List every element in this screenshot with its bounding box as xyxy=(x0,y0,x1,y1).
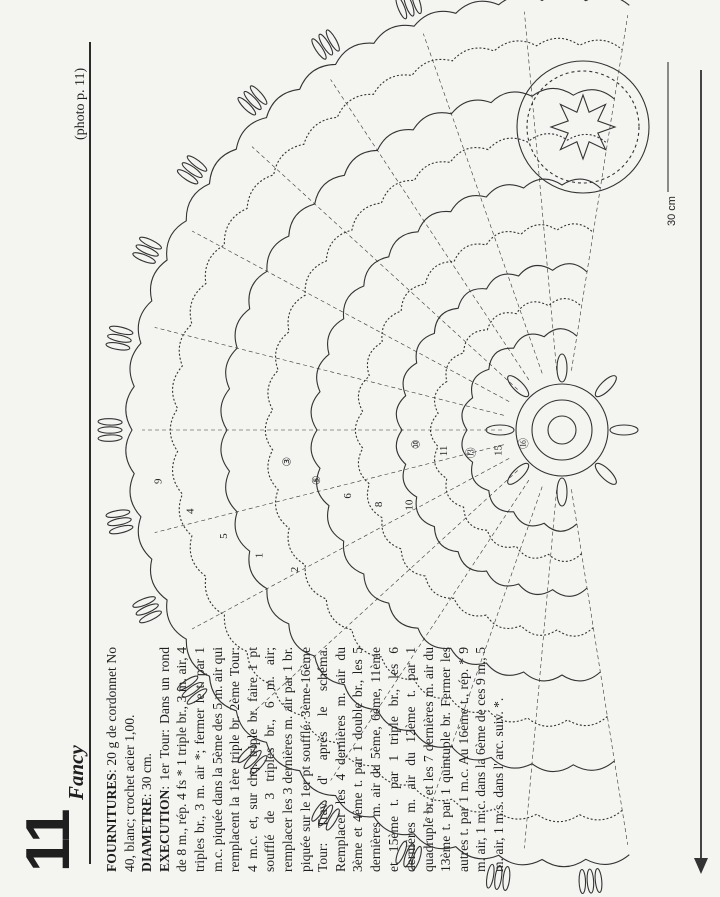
thumbnail-star xyxy=(551,95,615,159)
round-label: 10 xyxy=(403,499,416,511)
center-ring xyxy=(516,384,608,476)
fan-spoke xyxy=(423,487,542,827)
petal xyxy=(557,478,567,506)
thumbnail-inner-ring xyxy=(527,71,639,183)
round-label: 6 xyxy=(341,493,354,499)
petal xyxy=(557,354,567,382)
scallop-round xyxy=(431,299,582,562)
round-label: ⑬ xyxy=(465,447,478,459)
fan-spoke xyxy=(192,231,509,402)
diagram-labels xyxy=(153,438,530,572)
round-label: 9 xyxy=(152,478,165,484)
diametre-label: DIAMETRE xyxy=(139,797,155,872)
scallop-round xyxy=(126,0,629,867)
thumbnail-outer-ring xyxy=(517,61,649,193)
fan-spoke xyxy=(423,34,542,374)
leaf-cluster xyxy=(98,427,122,433)
fan-spoke xyxy=(252,471,518,714)
round-label: 4 xyxy=(184,508,197,514)
round-label: 2 xyxy=(288,566,301,573)
center-ring xyxy=(548,416,576,444)
fan-spoke xyxy=(152,445,504,533)
fan-spoke xyxy=(571,489,627,845)
leaf-cluster xyxy=(579,869,586,893)
round-label: ③ xyxy=(281,456,294,467)
thumbnail-doily xyxy=(517,61,668,193)
center-ring xyxy=(532,400,592,460)
leaf-cluster xyxy=(586,869,594,893)
fan-spoke xyxy=(155,327,504,415)
leaf-cluster xyxy=(98,434,122,441)
leaf-cluster xyxy=(502,866,511,891)
petal xyxy=(592,373,619,400)
fournitures-text: : 20 g de cordonnet No 40, blanc; crochet acier 1,00. xyxy=(104,647,137,872)
round-label: ⑤ xyxy=(311,475,324,486)
round-label: 1 xyxy=(253,552,266,559)
pattern-title: Fancy xyxy=(64,745,88,800)
round-label: 15 xyxy=(492,445,505,456)
photo-reference: (photo p. 11) xyxy=(73,67,88,140)
execution-label: EXECUTION xyxy=(156,789,172,872)
round-label: 5 xyxy=(218,533,231,539)
petal xyxy=(610,425,638,435)
round-label: ⑩ xyxy=(410,439,423,450)
leaf-cluster xyxy=(394,0,409,20)
petal xyxy=(505,460,532,487)
execution-text: : 1er Tour: Dans un rond de 8 m., rép. 4 fs * 1 triple br., 3 m. air, 4 triples br., 3 m. air *; fermer le t. par 1 m.c. piquée dans la 5ème des 5 m. air qui remplacent la 1ère triple br. 2ème Tour: 4 m.c. et, sur chq. triple br. faire 1 pt soufflé de 3 triples br., 6 m. air; remplacer les 3 dernières m. air par 1 br. piquée sur le 1er pt soufflé. 3ème-16ème Tour: Trav. d' après le schéma. Remplacer les 4 dernières m. air du 3ème et 4ème t. par 1 double br., les 5 dernières m. air du 5ème, 6ème, 11ème et 15ème t. par 1 triple br., les 6 dernières m. air du 12ème t. par 1 quadruple br. et les 7 dernières m. air du 13ème t. par 1 quintuple br. Fermer les autres t. par 1 m.c. Au 16ème t., rép. * 9 m. air, 1 m.c. dans la 6ème de ces 9 m., 5 m. air, 1 m.s. dans l' arc. suiv. *. xyxy=(156,647,507,872)
fan-spoke xyxy=(192,458,509,629)
leaf-cluster xyxy=(485,864,496,889)
fournitures-label: FOURNITURES xyxy=(104,773,119,872)
fan-spoke xyxy=(524,490,556,849)
round-label: 11 xyxy=(438,445,450,457)
round-label: ⑯ xyxy=(517,438,530,449)
thumbnail-dimension: 30 cm xyxy=(666,196,678,226)
pattern-number: 11 xyxy=(14,810,83,872)
petal xyxy=(592,460,619,487)
leaf-cluster xyxy=(98,418,122,425)
diametre-text: : 30 cm. xyxy=(139,753,155,798)
scallop-round xyxy=(355,224,593,636)
fan-spoke xyxy=(524,12,556,371)
leaf-cluster xyxy=(493,865,503,890)
petal xyxy=(505,373,532,400)
fan-spoke xyxy=(252,147,518,390)
arrow-head-icon xyxy=(694,858,708,874)
arrow-line xyxy=(700,70,702,870)
diagram-lines xyxy=(98,0,638,894)
leaf-cluster xyxy=(594,868,603,893)
round-label: 8 xyxy=(372,501,385,508)
